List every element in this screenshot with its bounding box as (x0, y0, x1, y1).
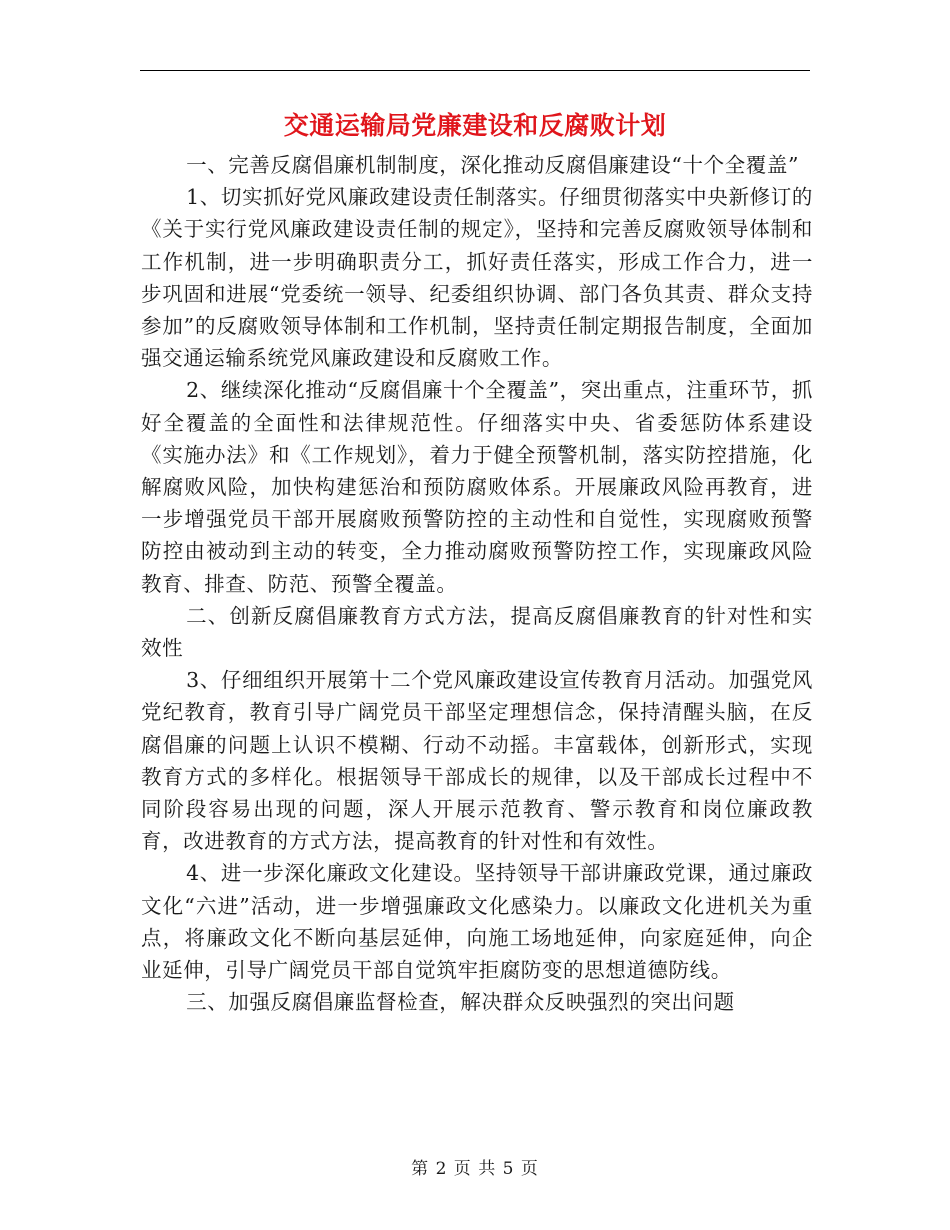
header-rule (140, 70, 810, 71)
section-heading-3: 三、加强反腐倡廉监督检查，解决群众反映强烈的突出问题 (186, 990, 735, 1015)
document-body (141, 149, 813, 1018)
section-heading-1: 一、完善反腐倡廉机制制度，深化推动反腐倡廉建设“十个全覆盖” (186, 153, 800, 177)
page-number-footer: 第 2 页 共 5 页 (411, 1159, 539, 1179)
section-heading-2: 二、创新反腐倡廉教育方式方法，提高反腐倡廉教育的针对性和实效性 (141, 603, 813, 661)
paragraph-item-2: 2、继续深化推动“反腐倡廉十个全覆盖”，突出重点，注重环节，抓好全覆盖的全面性和法律规范性。仔细落实中央、省委惩防体系建设《实施办法》和《工作规划》，着力于健全预警机制，落实防控措施，化解腐败风险，加快构建惩治和预防腐败体系。开展廉政风险再教育，进一步增强党员干部开展腐败预警防控的主动性和自觉性，实现腐败预警防控由被动到主动的转变，全力推动腐败预警防控工作，实现廉政风险教育、排查、防范、预警全覆盖。 (141, 378, 813, 596)
paragraph-item-1: 1、切实抓好党风廉政建设责任制落实。仔细贯彻落实中央新修订的《关于实行党风廉政建设责任制的规定》，坚持和完善反腐败领导体制和工作机制，进一步明确职责分工，抓好责任落实，形成工作合力，进一步巩固和进展“党委统一领导、纪委组织协调、部门各负其责、群众支持参加”的反腐败领导体制和工作机制，坚持责任制定期报告制度，全面加强交通运输系统党风廉政建设和反腐败工作。 (141, 185, 813, 371)
document-title: 交通运输局党廉建设和反腐败计划 (283, 111, 667, 140)
paragraph-item-3: 3、仔细组织开展第十二个党风廉政建设宣传教育月活动。加强党风党纪教育，教育引导广阔党员干部坚定理想信念，保持清醒头脑，在反腐倡廉的问题上认识不模糊、行动不动摇。丰富载体，创新形式，实现教育方式的多样化。根据领导干部成长的规律，以及干部成长过程中不同阶段容易出现的问题，深人开展示范教育、警示教育和岗位廉政教育，改进教育的方式方法，提高教育的针对性和有效性。 (141, 668, 813, 854)
paragraph-item-4: 4、进一步深化廉政文化建设。坚持领导干部讲廉政党课，通过廉政文化“六进”活动，进一步增强廉政文化感染力。以廉政文化进机关为重点，将廉政文化不断向基层延伸，向施工场地延伸，向家庭延伸，向企业延伸，引导广阔党员干部自觉筑牢拒腐防变的思想道德防线。 (141, 861, 813, 983)
